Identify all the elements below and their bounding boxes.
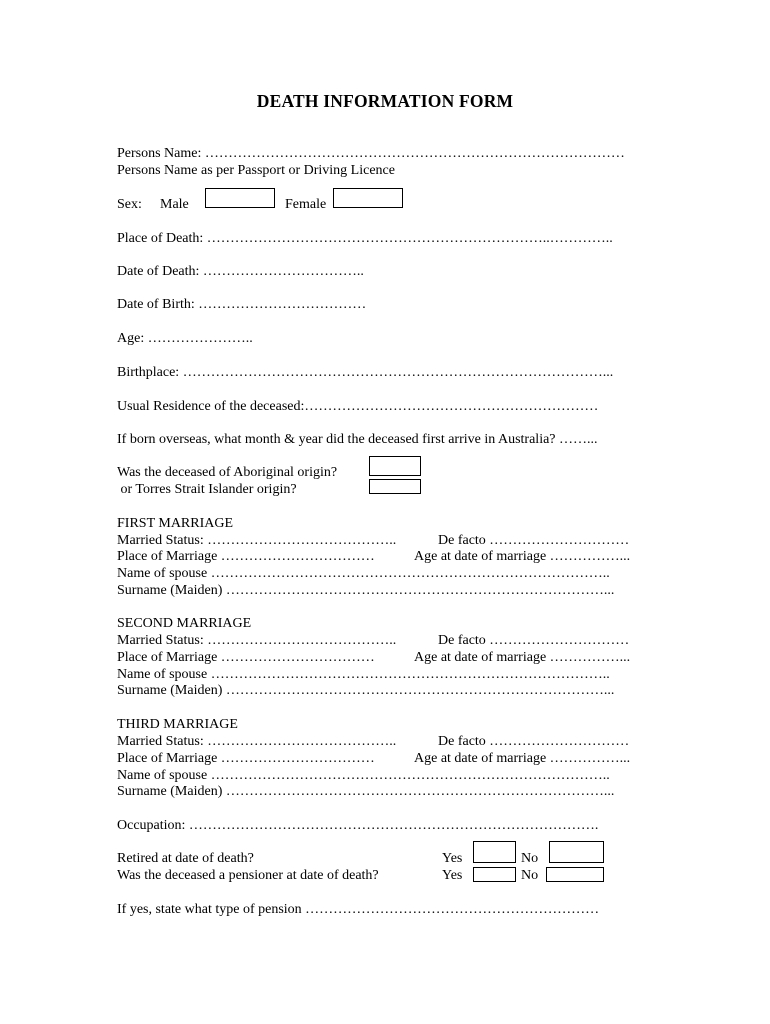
form-title: DEATH INFORMATION FORM: [256, 91, 514, 111]
aboriginal-origin-checkbox[interactable]: [369, 456, 421, 476]
place-of-death-field[interactable]: Place of Death: ………………………………………………………………..…………..: [117, 231, 613, 246]
age-at-marriage-field[interactable]: Age at date of marriage ……………...: [414, 650, 631, 665]
pensioner-yes-label: Yes: [442, 868, 463, 883]
pension-type-field[interactable]: If yes, state what type of pension ………………………………………………………: [117, 902, 600, 917]
age-at-marriage-field[interactable]: Age at date of marriage ……………...: [414, 751, 631, 766]
married-status-field[interactable]: Married Status: …………………………………..: [117, 633, 397, 648]
sex-label: Sex:: [117, 197, 142, 212]
occupation-field[interactable]: Occupation: …………………………………………………………………………….: [117, 818, 599, 833]
born-overseas-field[interactable]: If born overseas, what month & year did the deceased first arrive in Australia? ……...: [117, 432, 598, 447]
age-at-marriage-field[interactable]: Age at date of marriage ……………...: [414, 549, 631, 564]
persons-name-field[interactable]: Persons Name: ………………………………………………………………………………: [117, 146, 625, 161]
retired-yes-label: Yes: [442, 851, 463, 866]
retired-no-label: No: [521, 851, 539, 866]
sex-female-checkbox[interactable]: [333, 188, 403, 208]
pensioner-question: Was the deceased a pensioner at date of death?: [117, 868, 379, 883]
de-facto-field[interactable]: De facto …………………………: [438, 533, 630, 548]
surname-maiden-field[interactable]: Surname (Maiden) ………………………………………………………………………...: [117, 784, 615, 799]
usual-residence-field[interactable]: Usual Residence of the deceased:………………………………………………………: [117, 399, 599, 414]
surname-maiden-field[interactable]: Surname (Maiden) ………………………………………………………………………...: [117, 683, 615, 698]
age-field[interactable]: Age: …………………..: [117, 331, 253, 346]
retired-yes-checkbox[interactable]: [473, 841, 516, 863]
sex-male-checkbox[interactable]: [205, 188, 275, 208]
aboriginal-origin-question: Was the deceased of Aboriginal origin?: [117, 465, 338, 480]
birthplace-field[interactable]: Birthplace: ………………………………………………………………………………...: [117, 365, 614, 380]
surname-maiden-field[interactable]: Surname (Maiden) ………………………………………………………………………...: [117, 583, 615, 598]
place-of-marriage-field[interactable]: Place of Marriage ……………………………: [117, 650, 375, 665]
retired-question: Retired at date of death?: [117, 851, 254, 866]
pensioner-no-checkbox[interactable]: [546, 867, 604, 882]
retired-no-checkbox[interactable]: [549, 841, 604, 863]
sex-male-label: Male: [160, 197, 189, 212]
de-facto-field[interactable]: De facto …………………………: [438, 633, 630, 648]
place-of-marriage-field[interactable]: Place of Marriage ……………………………: [117, 549, 375, 564]
spouse-name-field[interactable]: Name of spouse …………………………………………………………………………..: [117, 667, 610, 682]
persons-name-note: Persons Name as per Passport or Driving Licence: [117, 163, 395, 178]
place-of-marriage-field[interactable]: Place of Marriage ……………………………: [117, 751, 375, 766]
spouse-name-field[interactable]: Name of spouse …………………………………………………………………………..: [117, 768, 610, 783]
pensioner-yes-checkbox[interactable]: [473, 867, 516, 882]
marriage-heading: THIRD MARRIAGE: [117, 717, 238, 732]
marriage-heading: FIRST MARRIAGE: [117, 516, 234, 531]
marriage-heading: SECOND MARRIAGE: [117, 616, 252, 631]
date-of-death-field[interactable]: Date of Death: ……………………………..: [117, 264, 364, 279]
sex-female-label: Female: [285, 197, 327, 212]
torres-origin-checkbox[interactable]: [369, 479, 421, 494]
torres-origin-question: or Torres Strait Islander origin?: [117, 482, 297, 497]
pensioner-no-label: No: [521, 868, 539, 883]
date-of-birth-field[interactable]: Date of Birth: ………………………………: [117, 297, 367, 312]
married-status-field[interactable]: Married Status: …………………………………..: [117, 734, 397, 749]
spouse-name-field[interactable]: Name of spouse …………………………………………………………………………..: [117, 566, 610, 581]
married-status-field[interactable]: Married Status: …………………………………..: [117, 533, 397, 548]
de-facto-field[interactable]: De facto …………………………: [438, 734, 630, 749]
